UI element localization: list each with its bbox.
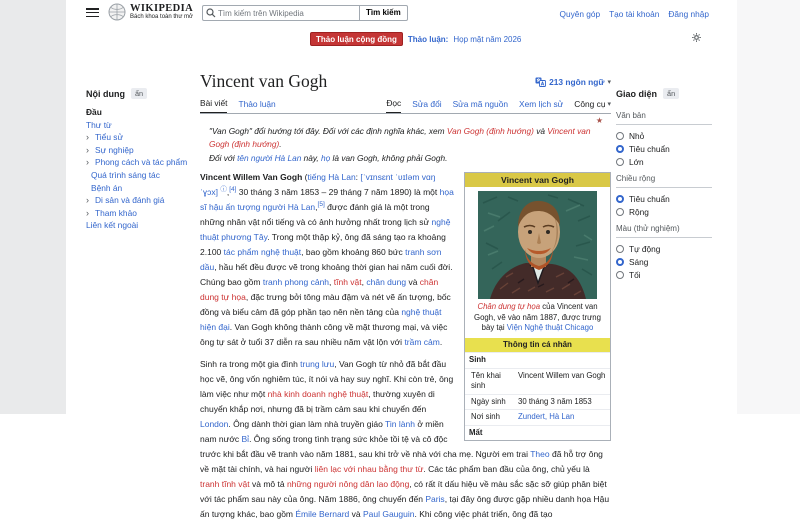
- article-link[interactable]: London: [200, 418, 229, 429]
- text-run: là van Gogh, không phải Gogh.: [330, 153, 448, 163]
- toc-hide-button[interactable]: ẩn: [131, 88, 147, 99]
- infobox-group-death: Mất: [465, 425, 610, 441]
- section-expand-icon[interactable]: ›: [86, 157, 89, 168]
- article-link[interactable]: tranh phong cảnh: [262, 276, 330, 287]
- appearance-group: [616, 105, 712, 168]
- appearance-group-label: Màu (thử nghiệm): [616, 218, 712, 238]
- text-run: được đánh giá là một trong những nhân vật nổi tiếng và có ảnh hưởng nhất trong lịch sử: [200, 201, 432, 227]
- radio-option-label: Tối: [629, 269, 641, 280]
- tab[interactable]: Xem lịch sử: [519, 98, 564, 109]
- toc-item-label[interactable]: Phong cách và tác phẩm: [95, 157, 188, 168]
- appearance-title: Giao diện: [616, 88, 658, 99]
- text-run: ,: [226, 186, 230, 197]
- menu-icon[interactable]: [86, 8, 99, 18]
- toc-item-label[interactable]: Bệnh án: [91, 182, 123, 193]
- toc-panel: [86, 88, 198, 232]
- text-run: . Trong một thập kỷ, ông đã sáng tạo ra khoảng 2.100: [200, 231, 446, 257]
- article-link[interactable]: Theo: [530, 448, 550, 459]
- radio-button[interactable]: [616, 195, 624, 203]
- text-run: :: [355, 171, 361, 182]
- text-run: . Các tác phẩm ban đầu của ông, chủ yếu là: [423, 463, 590, 474]
- text-run: ⓘ: [220, 185, 227, 193]
- red-link[interactable]: chân dung tự họa: [200, 276, 439, 302]
- chevron-down-icon: ▾: [607, 100, 611, 108]
- toc-item[interactable]: [86, 144, 198, 157]
- article-content: [200, 70, 611, 529]
- infobox-group-birth: Sinh: [465, 352, 610, 368]
- radio-option-label: Rộng: [629, 206, 649, 217]
- red-link[interactable]: Chân dung tự họa: [477, 302, 541, 311]
- section-expand-icon[interactable]: ›: [86, 132, 89, 143]
- infobox-row-value: Zundert, Hà Lan: [518, 412, 575, 421]
- text-run: Sinh ra trong một gia đình: [200, 358, 301, 369]
- banner-topic-link[interactable]: Họp mặt năm 2026: [453, 34, 522, 44]
- infobox-row-value: Vincent Willem van Gogh: [518, 370, 606, 380]
- toc-title: Nội dung: [86, 88, 125, 99]
- language-count: 213 ngôn ngữ: [549, 77, 605, 87]
- radio-option-label: Nhỏ: [629, 130, 645, 141]
- text-run: .: [439, 336, 443, 347]
- header-link[interactable]: Đăng nhập: [668, 9, 709, 19]
- chevron-down-icon: ▾: [607, 79, 611, 86]
- infobox-row-label: Tên khai sinh: [471, 370, 501, 390]
- languages-icon: [535, 77, 546, 87]
- article-link[interactable]: họ: [321, 153, 331, 163]
- text-run: này,: [301, 153, 322, 163]
- text-run: Vincent Willem Van Gogh: [200, 171, 303, 182]
- toc-item-label[interactable]: Liên kết ngoài: [86, 220, 139, 231]
- radio-option[interactable]: [616, 242, 712, 255]
- radio-button[interactable]: [616, 158, 624, 166]
- appearance-hide-button[interactable]: ẩn: [663, 88, 679, 99]
- text-run: 30 tháng 3 năm 1853 – 29 tháng 7 năm 1890) là một: [236, 186, 440, 197]
- radio-button[interactable]: [616, 245, 624, 253]
- radio-option[interactable]: [616, 255, 712, 268]
- radio-option-label: Tiêu chuẩn: [629, 193, 670, 204]
- infobox-row: [465, 409, 610, 425]
- text-run: [4]: [229, 185, 237, 193]
- article-link[interactable]: trầm cảm: [404, 336, 440, 347]
- radio-button[interactable]: [616, 208, 624, 216]
- radio-button[interactable]: [616, 258, 624, 266]
- radio-option[interactable]: [616, 192, 712, 205]
- text-run: và: [406, 276, 420, 287]
- red-link[interactable]: tranh tĩnh vật: [200, 478, 250, 489]
- article-link[interactable]: nghệ thuật hiện đại: [200, 306, 442, 332]
- article-link[interactable]: nghệ thuật phương Tây: [200, 216, 451, 242]
- article-link[interactable]: Bỉ: [241, 433, 250, 444]
- article-link[interactable]: Paul Gauguin: [362, 508, 415, 519]
- toc-item[interactable]: [86, 106, 198, 119]
- red-link[interactable]: Van Gogh (định hướng): [446, 126, 534, 136]
- search-input[interactable]: [216, 8, 356, 19]
- text-run: ở miền nam nước: [200, 418, 444, 444]
- text-run: , Van Gogh từ nhỏ đã bắt đầu học vẽ, ông vốn nghiêm túc, ít nói và hay suy nghĩ. Khi còn trẻ, ông làm việc như một: [200, 358, 454, 399]
- infobox-row-label: Ngày sinh: [471, 396, 506, 406]
- toc-item-label[interactable]: Đầu: [86, 107, 102, 117]
- radio-option-label: Sáng: [629, 256, 649, 267]
- toc-item-label[interactable]: Sự nghiệp: [95, 144, 134, 155]
- article-link[interactable]: tiếng Hà Lan: [307, 171, 356, 182]
- article-tabbar: [200, 95, 611, 114]
- settings-gear-icon[interactable]: [692, 33, 701, 42]
- tab[interactable]: Sửa đổi: [412, 98, 442, 109]
- text-run: [5]: [317, 200, 325, 208]
- article-link[interactable]: Émile Bernard: [295, 508, 350, 519]
- appearance-group-label: Văn bản: [616, 105, 712, 125]
- section-expand-icon[interactable]: ›: [86, 144, 89, 155]
- radio-option[interactable]: [616, 155, 712, 168]
- text-run: , bao gồm khoảng 860 bức: [301, 246, 406, 257]
- article-link[interactable]: Tin lành: [385, 418, 415, 429]
- article-link[interactable]: họa sĩ hậu ấn tượng người Hà Lan: [200, 186, 454, 212]
- radio-option[interactable]: [616, 142, 712, 155]
- search-button[interactable]: Tìm kiếm: [359, 5, 408, 21]
- radio-button[interactable]: [616, 271, 624, 279]
- text-run: , hầu hết đều được vẽ trong khoảng thời gian hai năm cuối đời. Chúng bao gồm: [200, 261, 453, 287]
- article-link[interactable]: trung lưu: [300, 358, 335, 369]
- radio-option[interactable]: [616, 205, 712, 218]
- appearance-group: [616, 218, 712, 281]
- text-run: , tại đây ông được gặp nhiều danh họa Hậu ấn tượng khác, bao gồm: [200, 493, 610, 519]
- appearance-group: [616, 168, 712, 218]
- infobox-row-value: 30 tháng 3 năm 1853: [518, 396, 592, 406]
- text-run: đã hỗ trợ ông về mặt tài chính, và hai người: [200, 448, 603, 474]
- infobox-row: [465, 368, 610, 394]
- article-link[interactable]: tác phẩm nghệ thuật: [223, 246, 302, 257]
- toc-item[interactable]: [86, 169, 198, 182]
- red-link[interactable]: liên lạc với nhau bằng thư từ: [314, 463, 424, 474]
- radio-button[interactable]: [616, 145, 624, 153]
- infobox-row-label: Nơi sinh: [471, 412, 500, 421]
- appearance-group-label: Chiều rộng: [616, 168, 712, 188]
- article-link[interactable]: Paris: [425, 493, 445, 504]
- community-discussion-badge[interactable]: Thảo luận cộng đồng: [310, 32, 403, 46]
- text-run: . Khi công việc phát triển, ông đã tạo: [414, 508, 553, 519]
- hatnote-dutch-name: [209, 152, 611, 165]
- infobox: [464, 172, 611, 442]
- van-gogh-self-portrait-image[interactable]: [478, 191, 597, 299]
- tab[interactable]: Đọc: [386, 95, 401, 113]
- text-run: , có rất ít dấu hiệu về màu sắc sặc sỡ giúp phân biệt với tác phẩm sau này của ông. Năm 1886, ông chuyển đến: [200, 478, 607, 504]
- red-link[interactable]: nhà kinh doanh nghệ thuật: [267, 388, 369, 399]
- toc-item[interactable]: [86, 119, 198, 132]
- article-link[interactable]: tên người Hà Lan: [237, 153, 302, 163]
- red-link[interactable]: Vincent van Gogh (định hướng): [209, 126, 591, 149]
- globe-icon: [108, 3, 126, 21]
- header-links: [560, 9, 709, 19]
- article-link[interactable]: tranh sơn dầu: [200, 246, 442, 272]
- section-expand-icon[interactable]: ›: [86, 207, 89, 218]
- right-margin: [737, 0, 800, 414]
- text-run: của Vincent van Gogh, vẽ vào năm 1887, được trưng bày tại: [474, 302, 601, 332]
- red-link[interactable]: tĩnh vật: [333, 276, 362, 287]
- toc-item-label[interactable]: Tiểu sử: [95, 132, 124, 143]
- text-run: và mô tả: [249, 478, 287, 489]
- logo-wordmark: WIKIPEDIA: [130, 3, 194, 14]
- toc-item-label[interactable]: Di sản và đánh giá: [95, 195, 165, 206]
- toc-item[interactable]: [86, 219, 198, 232]
- text-run: .: [279, 138, 282, 149]
- toc-item[interactable]: [86, 156, 198, 169]
- radio-option[interactable]: [616, 268, 712, 281]
- wikipedia-page: [66, 0, 737, 519]
- language-button[interactable]: [535, 77, 611, 87]
- text-run: , đặc trưng bởi tông màu đậm và nét vẽ ấn tượng, bốc đồng và biểu cảm đã góp phần tạo nên nền tảng của: [200, 291, 451, 317]
- radio-option-label: Tiêu chuẩn: [629, 143, 670, 154]
- toc-item[interactable]: [86, 194, 198, 207]
- radio-button[interactable]: [616, 132, 624, 140]
- text-run: ,: [361, 276, 367, 287]
- search-icon: [206, 8, 216, 18]
- text-run: ,: [315, 201, 318, 212]
- infobox-section-header: Thông tin cá nhân: [465, 338, 610, 353]
- hatnote-disambiguation: [209, 125, 611, 150]
- toc-item[interactable]: [86, 182, 198, 195]
- left-margin: [0, 0, 66, 414]
- infobox-caption: [465, 301, 610, 338]
- text-run: ,: [329, 276, 334, 287]
- text-run: và: [533, 126, 548, 136]
- article-link[interactable]: Viện Nghệ thuật Chicago: [506, 323, 594, 332]
- radio-option-label: Lớn: [629, 156, 644, 167]
- article-link[interactable]: [ˈvɪnsɛnt ˈʋɪləm vɑŋ ˈɣɔx]: [200, 171, 436, 197]
- header-link[interactable]: Quyên góp: [559, 9, 601, 19]
- toc-item[interactable]: [86, 131, 198, 144]
- red-link[interactable]: những người nông dân lao động: [286, 478, 410, 489]
- logo-tagline: Bách khoa toàn thư mở: [130, 14, 193, 20]
- infobox-title: Vincent van Gogh: [465, 173, 610, 188]
- featured-article-icon: ★: [595, 116, 603, 125]
- tab[interactable]: Thảo luận: [238, 98, 276, 109]
- text-run: . Van Gogh không thành công về mặt thương mại, và việc ông tự sát ở tuổi 37 diễn ra sau nhiều năm vật lộn với: [200, 321, 448, 347]
- appearance-panel: [616, 88, 712, 281]
- article-link[interactable]: chân dung: [366, 276, 407, 287]
- banner-discussion-link[interactable]: Thảo luận:: [407, 34, 449, 44]
- section-expand-icon[interactable]: ›: [86, 195, 89, 206]
- text-run: và: [349, 508, 363, 519]
- text-run: . Ông sống trong tình trạng sức khỏe tồi tệ và cô độc trước khi bắt đầu vẽ tranh vào năm 1881, sau khi trở về nhà với cha mẹ. Người em trai: [200, 433, 531, 459]
- toc-item-label[interactable]: Thư từ: [86, 119, 112, 130]
- text-run: , thường xuyên di chuyển khắp nơi, nhưng đã bị trầm cảm sau khi chuyển đến: [200, 388, 435, 414]
- text-run: (: [302, 171, 308, 182]
- tab[interactable]: Công cụ ▾: [574, 98, 611, 109]
- radio-option-label: Tự động: [629, 243, 661, 254]
- text-run: . Ông dành thời gian làm nhà truyền giáo: [228, 418, 386, 429]
- page-title: Vincent van Gogh: [200, 71, 328, 91]
- tab[interactable]: Sửa mã nguồn: [452, 98, 509, 109]
- header-link[interactable]: Tạo tài khoản: [609, 9, 660, 19]
- infobox-row: [465, 394, 610, 410]
- toc-item-label[interactable]: Quá trình sáng tác: [91, 169, 160, 180]
- radio-option[interactable]: [616, 129, 712, 142]
- tab[interactable]: Bài viết: [200, 95, 227, 113]
- toc-item-label[interactable]: Tham khảo: [95, 207, 137, 218]
- toc-item[interactable]: [86, 207, 198, 220]
- text-run: Đối với: [209, 153, 238, 163]
- text-run: "Van Gogh" đổi hướng tới đây. Đối với các định nghĩa khác, xem: [209, 126, 447, 136]
- wikipedia-logo[interactable]: [108, 3, 193, 21]
